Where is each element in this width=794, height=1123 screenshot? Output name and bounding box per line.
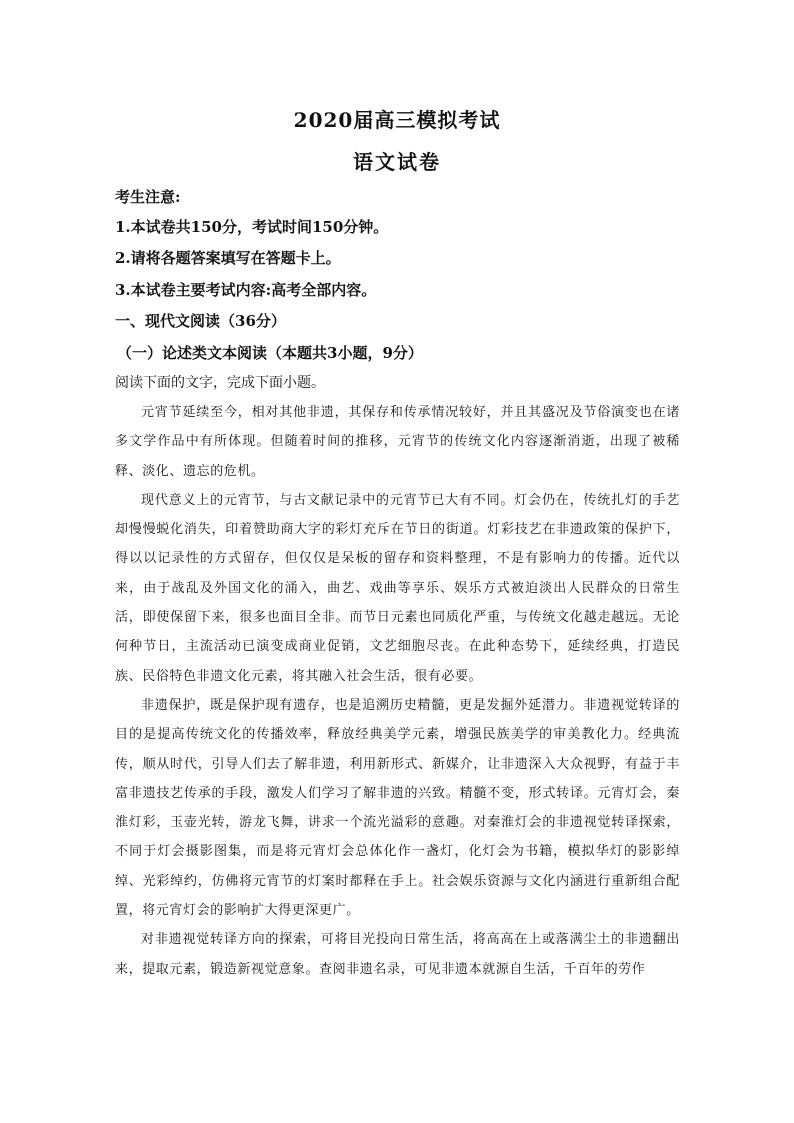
reading-instruction: 阅读下面的文字，完成下面小题。	[115, 375, 325, 391]
notice-item-3: 3.本试卷主要考试内容:高考全部内容。	[115, 281, 377, 299]
reading-passage	[115, 398, 680, 984]
passage-paragraph: 现代意义上的元宵节，与古文献记录中的元宵节已大有不同。灯会仍在，传统扎灯的手艺却慢慢蜕化消失，印着赞助商大字的彩灯充斥在节日的街道。灯彩技艺在非遗政策的保护下，得以以记录性的方式留存，但仅仅是呆板的留存和资料整理，不是有影响力的传播。近代以来，由于战乱及外国文化的涌入，曲艺、戏曲等享乐、娱乐方式被迫淡出人民群众的日常生活，即使保留下来，很多也面目全非。而节日元素也同质化严重，与传统文化越走越远。无论何种节日，主流活动已演变成商业促销，文艺细胞尽丧。在此种态势下，延续经典，打造民族、民俗特色非遗文化元素，将其融入社会生活，很有必要。	[115, 492, 680, 684]
notice-item-2: 2.请将各题答案填写在答题卡上。	[115, 249, 341, 267]
exam-title: 2020届高三模拟考试	[293, 108, 501, 132]
notice-heading: 考生注意:	[115, 188, 181, 206]
passage-paragraph: 元宵节延续至今，相对其他非遗，其保存和传承情况较好，并且其盛况及节俗演变也在诸多文学作品中有所体现。但随着时间的推移，元宵节的传统文化内容逐渐消逝，出现了被稀释、淡化、遗忘的危机。	[115, 405, 680, 479]
passage-paragraph: 非遗保护，既是保护现有遗存，也是追溯历史精髓，更是发掘外延潜力。非遗视觉转译的目的是提高传统文化的传播效率，释放经典美学元素，增强民族美学的审美教化力。经典流传，顺从时代，引导人们去了解非遗，利用新形式、新媒介，让非遗深入大众视野，有益于丰富非遗技艺传承的手段，激发人们学习了解非遗的兴致。精髓不变，形式转译。元宵灯会，秦淮灯彩，玉壶光转，游龙飞舞，讲求一个流光溢彩的意趣。对秦淮灯会的非遗视觉转译探索，不同于灯会摄影图集，而是将元宵灯会总体化作一盏灯，化灯会为书籍，模拟华灯的影影绰绰、光彩绰约，仿佛将元宵节的灯案时都释在手上。社会娱乐资源与文化内涵进行重新组合配置，将元宵灯会的影响扩大得更深更广。	[115, 697, 680, 919]
subsection-title: （一）论述类文本阅读（本题共3小题，9分）	[117, 344, 423, 362]
passage-paragraph: 对非遗视觉转译方向的探索，可将目光投向日常生活，将高高在上或落满尘土的非遗翻出来，提取元素，锻造新视觉意象。查阅非遗名录，可见非遗本就源自生活，千百年的劳作	[115, 932, 680, 977]
exam-subtitle: 语文试卷	[353, 150, 441, 174]
section-title: 一、现代文阅读（36分）	[115, 312, 286, 330]
notice-item-1: 1.本试卷共150分，考试时间150分钟。	[115, 218, 389, 236]
